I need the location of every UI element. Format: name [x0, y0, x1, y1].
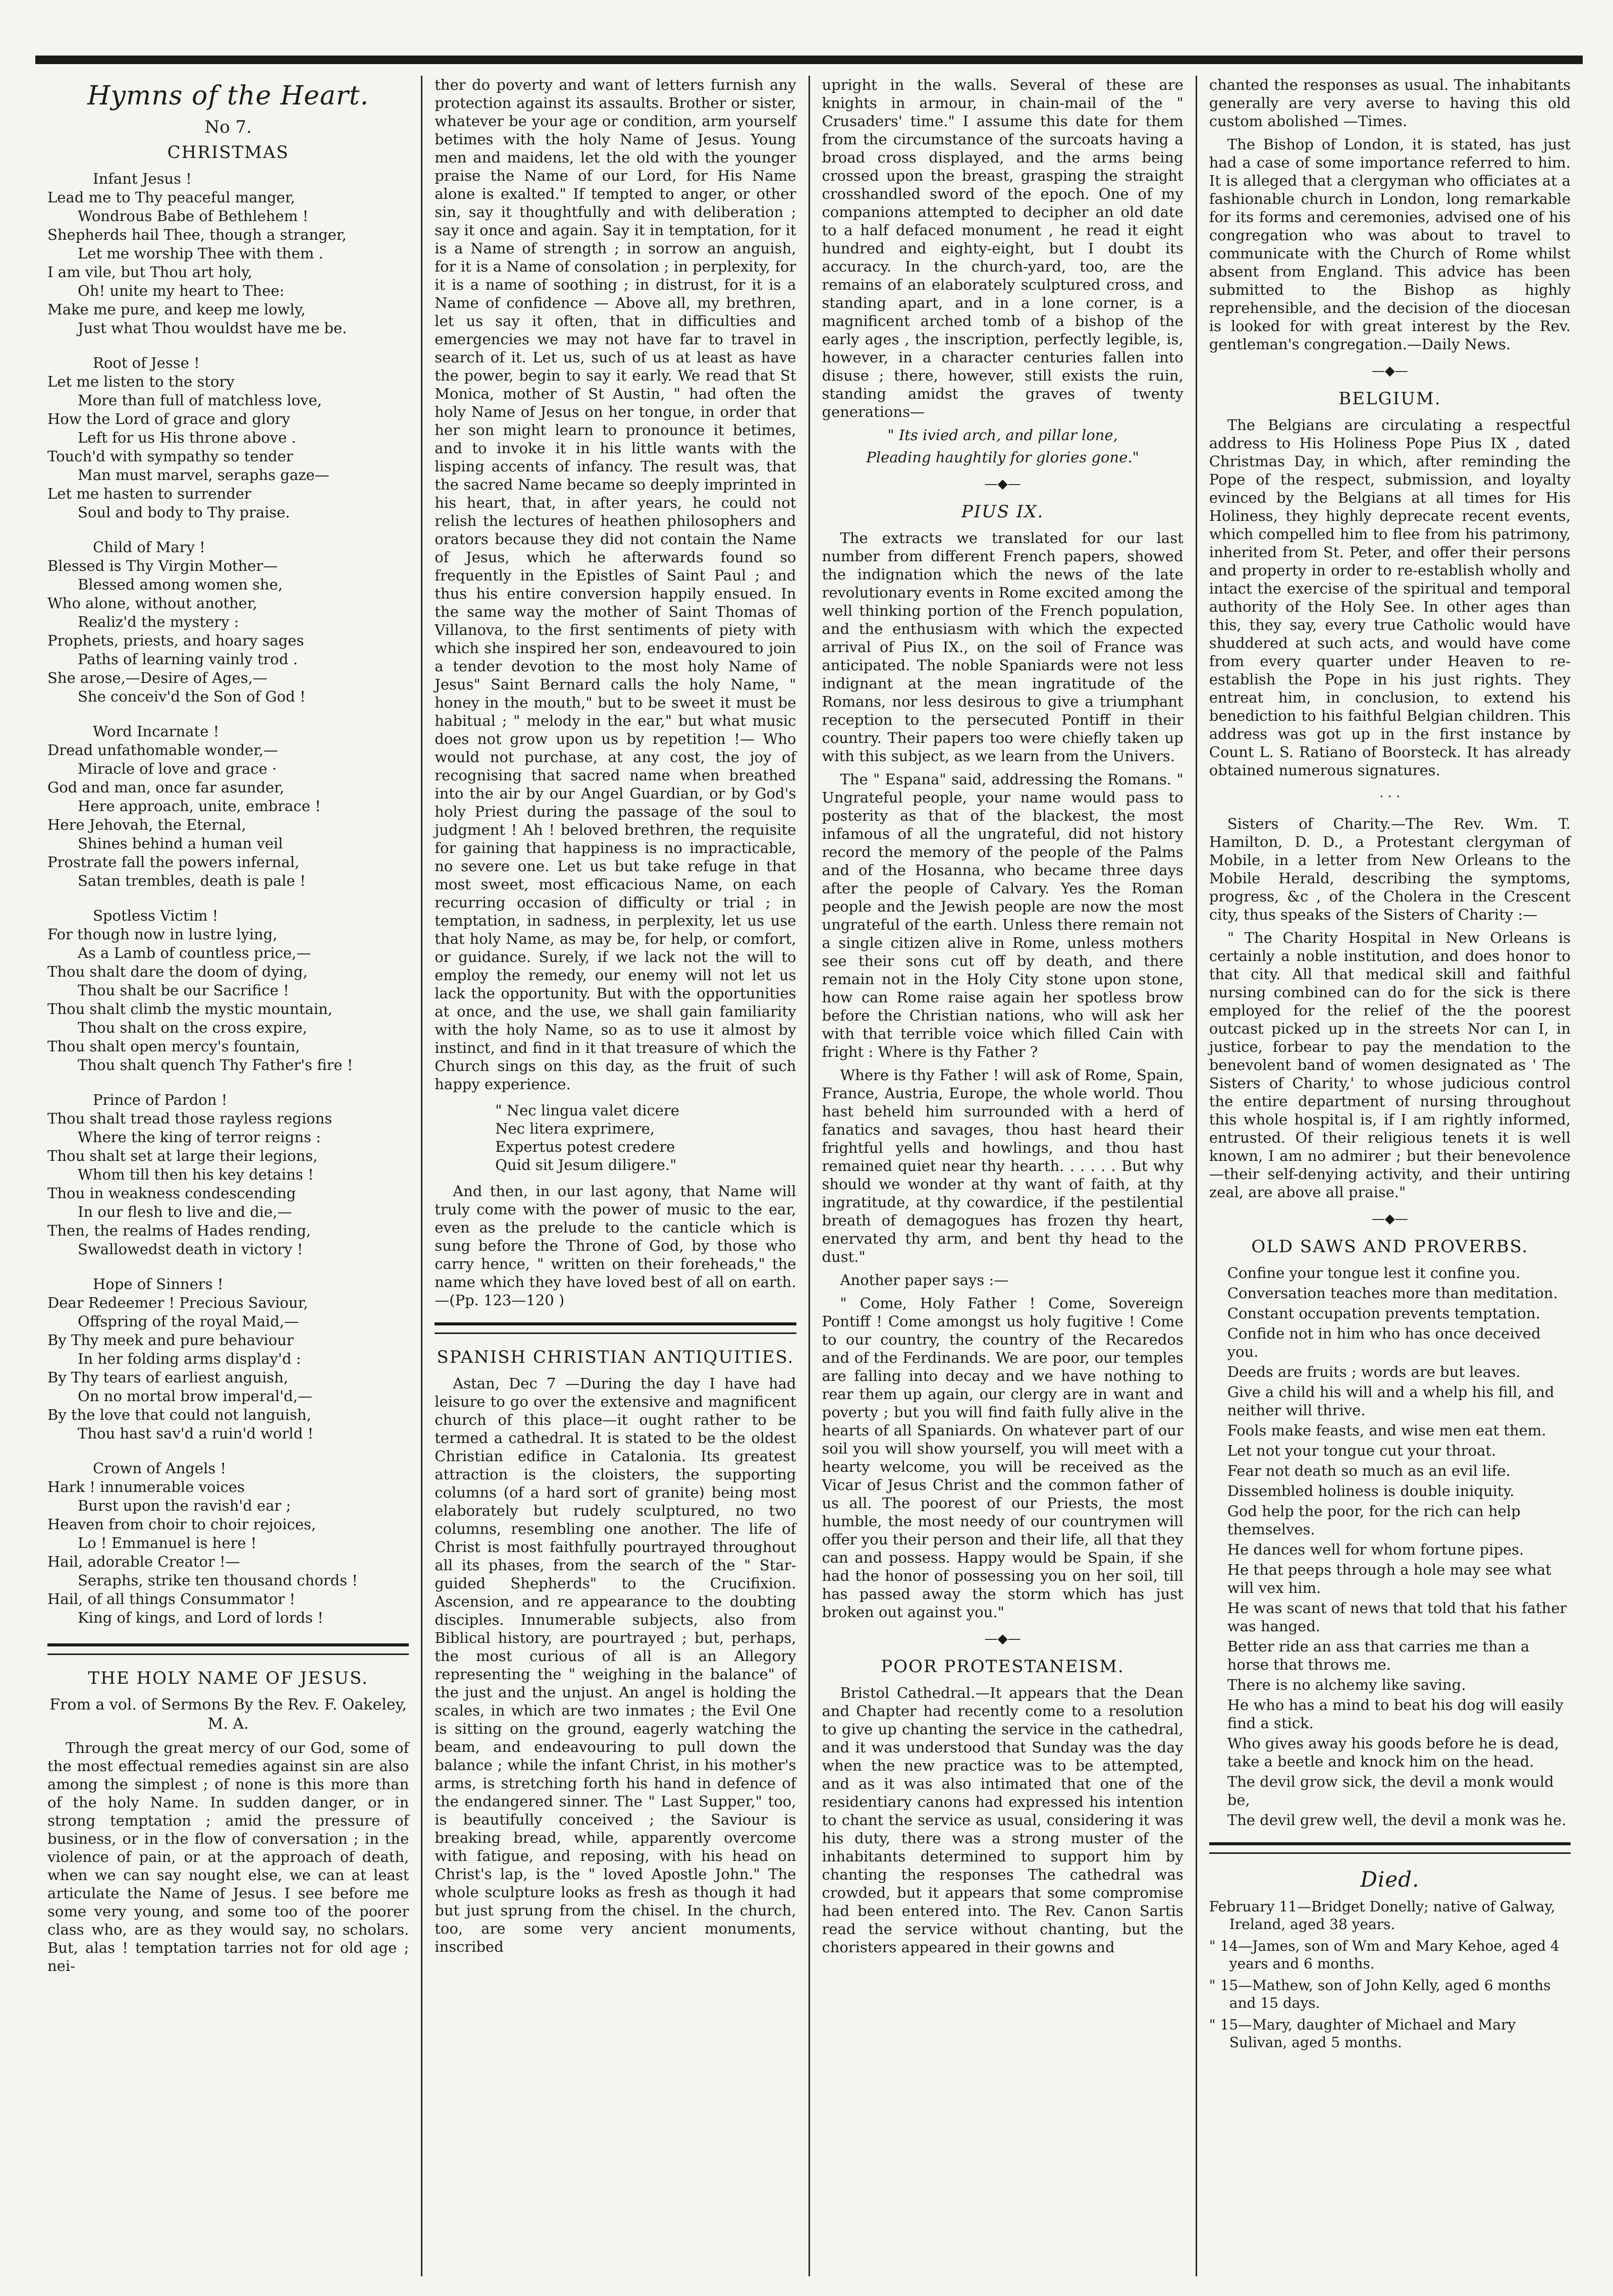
stanza-line: Thou shalt climb the mystic mountain, — [47, 1000, 333, 1018]
pius-text-2: The " Espana" said, addressing the Romans. " Ungrateful people, your name would pass to posterity as that of the blackest, the most infamous of all the ungrateful, did not history record the memory of the people of the Palms and of the Hosanna, who became three days after the people of Calvary. Yes the Roman people and the Jewish people are now the most ungrateful of the earth. Unless there remain not a single citizen alive in Rome, unless mothers see their sons cut off by death, and there remain not in the Holy City stone upon stone, how can Rome raise again her spotless brow before the Christian nations, who will ask her with that terrible voice which filled Cain with fright : Where is thy Father ? — [822, 771, 1184, 1060]
stanza-line: I am vile, but Thou art holy, — [47, 263, 252, 281]
ornament: —◆— — [984, 476, 1021, 492]
stanza-heading: Root of Jesse ! — [93, 354, 200, 371]
proverb: Conversation teaches more than meditation. — [1227, 1285, 1558, 1302]
died-title: Died. — [1360, 1867, 1420, 1892]
stanza-line: Lo ! Emmanuel is here ! — [78, 1534, 257, 1552]
latin-line: " Nec lingua valet dicere — [495, 1102, 680, 1119]
hymn-stanza — [47, 1459, 409, 1627]
newspaper-page — [35, 40, 1583, 2276]
holy-name-ending: And then, in our last agony, that Name will truly come with the power of music to the ear, even as the prelude to the canticle which is sung before the Throne of God, by those who carry hence, " written on their foreheads," the name which they have loved best of all on earth.—(Pp. 123—120 ) — [435, 1183, 796, 1309]
stanza-line: Soul and body to Thy praise. — [78, 504, 290, 521]
belgium-title: BELGIUM. — [1338, 389, 1441, 409]
pius-text-1: The extracts we translated for our last number from different French papers, showed the indignation which the news of the late revolutionary events in Rome excited among the well thinking portion of the French population, and the enthusiasm with which the expected arrival of Pius IX., on the soil of France was anticipated. The noble Spaniards were not less indignant at the mean ingratitude of the Romans, nor less desirous to give a triumphant reception to the persecuted Pontiff in their country. Their papers too were chiefly taken up with this subject, as we learn from the Univers. — [822, 529, 1184, 765]
latin-line: Quid sit Jesum diligere." — [495, 1156, 677, 1173]
stanza-line: Man must marvel, seraphs gaze— — [78, 466, 330, 484]
stanza-line: Here Jehovah, the Eternal, — [47, 816, 246, 833]
proverb: He was scant of news that told that his father was hanged. — [1227, 1599, 1567, 1635]
stanza-line: Hark ! innumerable voices — [47, 1478, 245, 1496]
stanza-line: Thou shalt on the cross expire, — [78, 1019, 307, 1036]
proverb: He who has a mind to beat his dog will easily find a stick. — [1227, 1696, 1564, 1732]
stanza-line: Oh! unite my heart to Thee: — [78, 282, 285, 299]
stanza-line: Blessed is Thy Virgin Mother— — [47, 557, 278, 574]
proverb: Confine your tongue lest it confine you. — [1227, 1264, 1521, 1282]
column-4 — [1196, 76, 1583, 2276]
stanza-line: Make me pure, and keep me lowly, — [47, 301, 306, 318]
stanza-line: She conceiv'd the Son of God ! — [78, 688, 306, 705]
proverb: He that peeps through a hole may see what will vex him. — [1227, 1561, 1551, 1596]
died-entry: February 11—Bridget Donelly; native of Galway, Ireland, aged 38 years. — [1209, 1898, 1555, 1933]
stanza-line: Blessed among women she, — [78, 576, 283, 593]
masthead: Hymns of the Heart. — [87, 81, 369, 111]
died-entry: " 15—Mary, daughter of Michael and Mary Sulivan, aged 5 months. — [1209, 2016, 1516, 2051]
proverb: Let not your tongue cut your throat. — [1227, 1442, 1496, 1459]
proverb: Who gives away his goods before he is dead, take a beetle and knock him on the head. — [1227, 1735, 1559, 1770]
proverb: Better ride an ass that carries me than a horse that throws me. — [1227, 1638, 1530, 1673]
hymn-stanza — [47, 1091, 409, 1259]
stanza-line: Miracle of love and grace · — [78, 760, 277, 777]
saws-proverbs-title: OLD SAWS AND PROVERBS. — [1251, 1237, 1529, 1257]
stanza-line: Prophets, priests, and hoary sages — [47, 632, 304, 649]
stanza-heading: Spotless Victim ! — [93, 907, 219, 924]
proverb: Constant occupation prevents temptation. — [1227, 1305, 1540, 1322]
proverb: God help the poor, for the rich can help themselves. — [1227, 1503, 1521, 1538]
stanza-line: Thou in weakness condescending — [47, 1185, 296, 1202]
separator — [1209, 1842, 1571, 1854]
holy-name-text: Through the great mercy of our God, some of the most effectual remedies against sin are also among the simplest ; of none is this more than of the holy Name. In sudden danger, or in strong temptation ; amid the pressure of business, or in the flow of conversation ; in the violence of pain, or at the approach of death, when we can say nought else, we can at least articulate the Name of Jesus. I see before me some very young, and some too of the poorer class who, are as they would say, no scholars. But, alas ! temptation tarries not for old age ; nei- — [47, 1739, 409, 1974]
antiquities-continued: upright in the walls. Several of these are knights in armour, in chain-mail of the " Crusaders' time." I assume this date for them from the circumstance of the surcoats having a broad cross displayed, and the arms being crossed upon the breast, grasping the straight crosshandled sword of the epoch. One of my companions attempted to decipher an old date to a half defaced monument , he read it eight hundred and eighty-eight, but I doubt its accuracy. In the church-yard, too, are the remains of an elaborately sculptured cross, and standing apart, and in a lone corner, is a magnificent arched tomb of a bishop of the early ages , the inscription, perfectly legible, is, however, in a character centuries fallen into disuse ; there, however, still exists the ruin, standing amidst the graves of twenty generations— — [822, 76, 1184, 420]
stanza-line: Shepherds hail Thee, though a stranger, — [47, 226, 347, 243]
sisters-charity-quote: " The Charity Hospital in New Orleans is certainly a noble institution, and does honor to that city. All that medical skill and faithful nursing combined can do for the sick is there employed for the relief of the the poorest outcast picked up in the streets Nor can I, in justice, forbear to pay the mendation to the benevolent band of women designated as ' The Sisters of Charity,' to whose judicious control the entire department of nursing throughout this whole hospital is, if I am rightly informed, entrusted. Of their religious tenets it is well known, I am no admirer ; but their benevolence—their self-denying activity, and their untiring zeal, are above all praise." — [1209, 929, 1571, 1201]
holy-name-continued: ther do poverty and want of letters furnish any protection against its assaults. Brother or sister, whatever be your age or condition, arm yourself betimes with the holy Name of Jesus. Young men and maidens, let the old with the younger praise the Name of our Lord, for His Name alone is exalted." If tempted to anger, or other sin, say it thoughtfully and with deliberation ; say it once and again. Say it in temptation, for it is a Name of strength ; in sorrow an anguish, for it is a Name of consolation ; in perplexity, for it is a name of soothing ; in distrust, for it is a Name of confidence — Above all, my brethren, let us say it often, that in difficulties and emergencies we may not have far to travel in search of it. Let us, such of us at least as have the power, begin to say it early. We read that St Monica, mother of St Austin, " had often the holy Name of Jesus on her tongue, in order that her son might learn to pronounce it betimes, and to invoke it in his little wants with the lisping accents of infancy. The result was, that the sacred Name became so deeply imprinted in his heart, that, in after years, he could not relish the lectures of heathen philosophers and orators because they did not contain the Name of Jesus, which he afterwards found so frequently in the Epistles of Saint Paul ; and thus his entire conversion happily ensued. In the same way the mother of Saint Thomas of Villanova, to the first sentiments of piety with which she inspired her son, endeavoured to join a tender devotion to the most holy Name of Jesus" Saint Bernard calls the holy Name, " honey in the mouth," but to be sweet it must be habitual ; " melody in the ear," but what music does not grow upon us by repetition !— Who would not purchase, at any cost, the joy of recognising that sacred name when breathed into the air by our Angel Guardian, or by God's holy Priest during the passage of the soul to judgment ! Ah ! beloved brethren, the requisite for gaining that happiness is no impracticable, no severe one. Let us but take refuge in that most sweet, most efficacious Name, on each recurring occasion of difficulty or trial ; in temptation, in sadness, in perplexity, let us use that holy Name, as may be, for help, or comfort, or guidance. Surely, if we lack not the will to employ the remedy, our enemy will not let us lack the opportunity. But with the opportunities at once, and the use, we shall gain familiarity with the holy Name, so as to use it almost by instinct, and find in it that treasure of which the Church sings on this day, as the fruit of such happy experience. — [435, 76, 796, 1093]
stanza-line: How the Lord of grace and glory — [47, 410, 290, 428]
stanza-line: In her folding arms display'd : — [78, 1350, 301, 1367]
stanza-line: Hail, adorable Creator !— — [47, 1553, 240, 1570]
stanza-line: Where the king of terror reigns : — [78, 1129, 321, 1146]
belgium-text: The Belgians are circulating a respectful address to His Holiness Pope Pius IX , dated Christmas Day, in which, after reminding the Pope of the respect, submission, and loyalty evinced by the Belgians at all times for His Holiness, they highly deprecate recent events, which compelled him to flee from his patrimony, inherited from St. Peter, and offer their persons and property in order to re-establish wholly and intact the exercise of the spiritual and temporal authority of the Holy See. In other ages than this, they say, every true Catholic would have shuddered at such acts, and would have come from every quarter under Heaven to re-establish the Pope in his just rights. They entreat him, in conclusion, to extend his benediction to his faithful Belgian children. This address was got up in the first instance by Count L. S. Ratiano of Boorsteck. It has already obtained numerous signatures. — [1209, 416, 1571, 779]
stanza-line: Just what Thou wouldst have me be. — [78, 319, 347, 337]
stanza-heading: Hope of Sinners ! — [93, 1275, 224, 1293]
stanza-line: Hail, of all things Consummator ! — [47, 1590, 296, 1608]
proverb: There is no alchemy like saving. — [1227, 1676, 1466, 1693]
pius-text-4: Another paper says :— — [840, 1271, 1009, 1289]
stanza-heading: Infant Jesus ! — [93, 170, 192, 187]
holy-name-subtitle: From a vol. of Sermons By the Rev. F. Oakeley, M. A. — [49, 1696, 407, 1733]
stanza-line: Then, the realms of Hades rending, — [47, 1222, 311, 1239]
pius-text-5: " Come, Holy Father ! Come, Sovereign Pontiff ! Come amongst us holy fugitive ! Come to our country, the country of the Recaredos and of the Ferdinands. We are poor, our temples are falling into decay and we have nothing to rear them up again, our clergy are in want and poverty ; but you will find faith fully alive in the hearts of all Spaniards. On whatever part of our soil you will show yourself, you will meet with a hearty welcome, you will be received as the Vicar of Jesus Christ and the common father of us all. The poorest of our Priests, the most humble, the most needy of our countrymen will offer you their person and their life, all that they can and possess. Happy would be Spain, if she had the honor of possessing you on her soil, till has passed away the storm which has just broken out against you." — [822, 1295, 1184, 1621]
stanza-line: Dear Redeemer ! Precious Saviour, — [47, 1294, 308, 1311]
stanza-line: For though now in lustre lying, — [47, 926, 278, 943]
stanza-line: King of kings, and Lord of lords ! — [78, 1609, 324, 1626]
stanza-line: Thou shalt dare the doom of dying, — [47, 963, 308, 980]
stanza-line: As a Lamb of countless price,— — [78, 944, 311, 962]
hymn-title: CHRISTMAS — [167, 142, 289, 163]
proverb: He dances well for whom fortune pipes. — [1227, 1541, 1524, 1558]
died-entry: " 15—Mathew, son of John Kelly, aged 6 months and 15 days. — [1209, 1977, 1551, 2011]
stanza-heading: Prince of Pardon ! — [93, 1091, 228, 1108]
proverb: Fear not death so much as an evil life. — [1227, 1462, 1511, 1479]
stanza-line: Let me listen to the story — [47, 373, 235, 390]
top-rule — [35, 56, 1583, 64]
hymn-stanza — [47, 1275, 409, 1443]
pius-text-3: Where is thy Father ! will ask of Rome, Spain, France, Austria, Europe, the whole world. Thou hast beheld him surrounded with a herd of fanatics and savages, thou hast heard their frightful yells and howlings, and thou hast remained quiet near thy hearth. . . . . . But why should we wonder at thy want of faith, at thy ingratitude, at thy cowardice, if the pestilential breath of demagogues has frozen thy heart, enervated thy arm, and bent thy head to the dust." — [822, 1066, 1184, 1265]
latin-verse — [435, 1101, 796, 1174]
stanza-line: She arose,—Desire of Ages,— — [47, 669, 267, 686]
proverb: Confide not in him who has once deceived you. — [1227, 1325, 1541, 1360]
proverb: Fools make feasts, and wise men eat them. — [1227, 1422, 1546, 1439]
stanza-line: Let me hasten to surrender — [47, 485, 251, 502]
cathedral-continued: chanted the responses as usual. The inhabitants generally are very averse to having this old custom abolished —Times. — [1209, 76, 1571, 130]
stanza-line: Here approach, unite, embrace ! — [78, 797, 321, 815]
died-list — [1209, 1898, 1571, 2051]
hymn-stanza — [47, 354, 409, 522]
stanza-line: Left for us His throne above . — [78, 429, 296, 446]
holy-name-title: THE HOLY NAME OF JESUS. — [88, 1668, 368, 1688]
stanza-line: Thou shalt quench Thy Father's fire ! — [78, 1056, 353, 1074]
stanza-line: Thou shalt be our Sacrifice ! — [78, 982, 289, 999]
stanza-line: On no mortal brow imperal'd,— — [78, 1387, 312, 1405]
bishop-london-text: The Bishop of London, it is stated, has just had a case of some importance referred to him. It is alleged that a clergyman who officiates at a fashionable church in London, long remarkable for its forms and ceremonies, advised one of his congregation who was about to travel to communicate with the Church of Rome whilst absent from England. This advice has been submitted to the Bishop as highly reprehensible, and the decision of the diocesan is looked for with great interest by the Rev. gentleman's congregation.—Daily News. — [1209, 136, 1571, 353]
stanza-line: Satan trembles, death is pale ! — [78, 872, 306, 889]
proverb: Deeds are fruits ; words are but leaves. — [1227, 1363, 1521, 1380]
stanza-line: Touch'd with sympathy so tender — [47, 448, 293, 465]
hymn-stanza — [47, 538, 409, 706]
stanza-heading: Crown of Angels ! — [93, 1460, 227, 1477]
hymn-stanza — [47, 170, 409, 338]
column-3 — [809, 76, 1196, 2276]
hymn-stanza — [47, 722, 409, 890]
ornament: —◆— — [984, 1631, 1021, 1646]
separator — [435, 1322, 796, 1334]
stanza-line: Lead me to Thy peaceful manger, — [47, 189, 295, 206]
columns — [35, 76, 1583, 2276]
stanza-line: Heaven from choir to choir rejoices, — [47, 1516, 316, 1533]
proverb: Give a child his will and a whelp his fill, and neither will thrive. — [1227, 1383, 1554, 1419]
proverbs-list — [1209, 1264, 1571, 1829]
stanza-line: Whom till then his key detains ! — [78, 1166, 314, 1183]
verse-quote: Pleading haughtily for glories gone." — [866, 449, 1139, 466]
stanza-line: Prostrate fall the powers infernal, — [47, 853, 300, 871]
proverb: The devil grew well, the devil a monk was he. — [1227, 1811, 1567, 1829]
hymn-stanza — [47, 906, 409, 1075]
stanza-line: God and man, once far asunder, — [47, 779, 285, 796]
column-2 — [421, 76, 808, 2276]
poor-protestantism-title: POOR PROTESTANEISM. — [881, 1657, 1124, 1677]
stanza-line: Dread unfathomable wonder,— — [47, 741, 279, 759]
stanza-line: In our flesh to live and die,— — [78, 1203, 292, 1220]
proverb: The devil grow sick, the devil a monk would be, — [1227, 1773, 1554, 1808]
stanza-line: Thou shalt set at large their legions, — [47, 1147, 318, 1164]
stanza-line: By Thy tears of earliest anguish, — [47, 1369, 289, 1386]
stanza-line: Realiz'd the mystery : — [78, 613, 239, 630]
latin-line: Nec litera exprimere, — [495, 1120, 655, 1137]
stanza-line: Seraphs, strike ten thousand chords ! — [78, 1572, 358, 1589]
spanish-antiquities-text: Astan, Dec 7 —During the day I have had leisure to go over the extensive and magnificent church of this place—it ought rather to be termed a cathedral. It is stated to be the oldest Christian edifice in Catalonia. Its greatest attraction is the cloisters, the supporting columns (of a hard sort of granite) being most elaborately but rudely sculptured, no two columns, resembling one another. The life of Christ is most faithfully pourtrayed throughout all its phases, from the search of the " Star-guided Shepherds" to the Crucifixion. Ascension, and re appearance to the doubting disciples. Innumerable subjects, also from Biblical history, are pourtrayed ; but, perhaps, the most curious of all is an Allegory representing the " weighing in the balance" of the just and the unjust. An angel is holding the scales, in which are two inmates ; the Evil One is sitting on the ground, eagerly watching the beam, and endeavouring to pull down the balance ; while the infant Christ, in his mother's arms, is stretching forth his hand in defence of the endangered sinner. The " Last Supper," too, is beautifully conceived ; the Saviour is breaking bread, while, apparently overcome with fatigue, and reposing, with his head on Christ's lap, is the " loved Apostle John." The whole sculpture looks as fresh as though it had but just sprung from the chisel. In the church, too, are some very ancient monuments, inscribed — [435, 1375, 796, 1955]
stanza-line: Wondrous Babe of Bethlehem ! — [78, 207, 309, 225]
stanza-line: Paths of learning vainly trod . — [78, 651, 298, 668]
stanza-line: More than full of matchless love, — [78, 392, 322, 409]
sisters-charity-intro: Sisters of Charity.—The Rev. Wm. T. Hamilton, D. D., a Protestant clergyman of Mobile, in a letter from New Orleans to the Mobile Herald, describing the symptoms, progress, &c , of the Cholera in the Crescent city, thus speaks of the Sisters of Charity :— — [1209, 815, 1571, 923]
pius-title: PIUS IX. — [961, 502, 1044, 522]
ornament: · · · — [1379, 789, 1401, 805]
stanza-line: Thou hast sav'd a ruin'd world ! — [78, 1425, 314, 1442]
separator — [47, 1643, 409, 1655]
stanza-line: Who alone, without another, — [47, 595, 257, 612]
stanza-line: Offspring of the royal Maid,— — [78, 1313, 299, 1330]
stanza-line: Thou shalt tread those rayless regions — [47, 1110, 333, 1127]
ornament: —◆— — [1371, 1211, 1408, 1226]
ornament: —◆— — [1371, 363, 1408, 379]
stanza-line: By the love that could not languish, — [47, 1406, 311, 1423]
poor-protestantism-text: Bristol Cathedral.—It appears that the Dean and Chapter had recently come to a resolution to give up chanting the service in the cathedral, and it was understood that Sunday was the day when the new practice was to be attempted, and as it was also intimated that one of the residentiary canons had expressed his intention to chant the service as usual, considering it was his duty, there was a strong muster of the inhabitants determined to support him by chanting the responses The cathedral was crowded, but it appears that some compromise had been entered into. The Rev. Canon Sartis read the service without chanting, but the choristers appeared in their gowns and — [822, 1684, 1184, 1956]
stanza-heading: Word Incarnate ! — [93, 723, 220, 740]
hymn-stanzas — [47, 170, 409, 1627]
stanza-heading: Child of Mary ! — [93, 539, 205, 556]
stanza-line: Thou shalt open mercy's fountain, — [47, 1038, 300, 1055]
stanza-line: By Thy meek and pure behaviour — [47, 1331, 294, 1349]
stanza-line: Shines behind a human veil — [78, 835, 283, 852]
verse-quote: " Its ivied arch, and pillar lone, — [887, 426, 1118, 444]
stanza-line: Swallowedst death in victory ! — [78, 1241, 303, 1258]
column-1 — [35, 76, 421, 2276]
stanza-line: Burst upon the ravish'd ear ; — [78, 1497, 291, 1514]
spanish-antiquities-title: SPANISH CHRISTIAN ANTIQUITIES. — [437, 1347, 794, 1367]
latin-line: Expertus potest credere — [495, 1138, 675, 1155]
died-entry: " 14—James, son of Wm and Mary Kehoe, aged 4 years and 6 months. — [1209, 1938, 1560, 1972]
proverb: Dissembled holiness is double iniquity. — [1227, 1482, 1515, 1500]
hymn-number: No 7. — [204, 117, 252, 137]
stanza-line: Let me worship Thee with them . — [78, 245, 324, 262]
